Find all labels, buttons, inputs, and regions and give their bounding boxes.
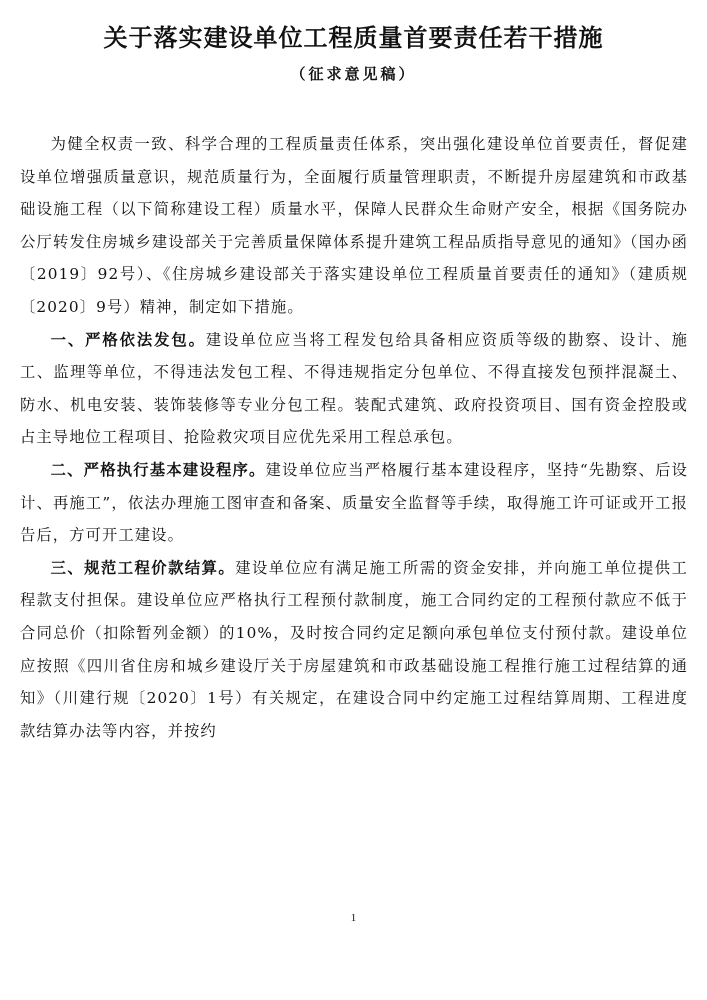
section-paragraph-1 [20, 324, 688, 454]
intro-paragraph: 为健全权责一致、科学合理的工程质量责任体系，突出强化建设单位首要责任，督促建设单位增强质量意识，规范质量行为，全面履行质量管理职责，不断提升房屋建筑和市政基础设施工程（以下简称建设工程）质量水平，保障人民群众生命财产安全，根据《国务院办公厅转发住房城乡建设部关于完善质量保障体系提升建筑工程品质指导意见的通知》（国办函〔2019〕92号）、《住房城乡建设部关于落实建设单位工程质量首要责任的通知》（建质规〔2020〕9号）精神，制定如下措施。 [20, 135, 688, 316]
section-text-2: 建设单位应当严格履行基本建设程序，坚持“先勘察、后设计、再施工”，依法办理施工图审查和备案、质量安全监督等手续，取得施工许可证或开工报告后，方可开工建设。 [20, 460, 688, 545]
page-number: 1 [350, 912, 357, 924]
section-paragraph-2 [20, 454, 688, 552]
section-heading-3: 三、规范工程价款结算。 [50, 558, 236, 577]
document-body [20, 128, 688, 747]
document-title: 关于落实建设单位工程质量首要责任若干措施 [103, 24, 604, 52]
section-text-1: 建设单位应当将工程发包给具备相应资质等级的勘察、设计、施工、监理等单位，不得违法发包工程、不得违规指定分包单位、不得直接发包预拌混凝土、防水、机电安装、装饰装修等专业分包工程。装配式建筑、政府投资项目、国有资金控股或占主导地位工程项目、抢险救灾项目应优先采用工程总承包。 [20, 330, 688, 447]
document-subtitle: （征求意见稿） [290, 65, 417, 83]
section-heading-2: 二、严格执行基本建设程序。 [50, 460, 266, 479]
section-paragraph-3 [20, 552, 688, 748]
section-heading-1: 一、严格依法发包。 [50, 330, 206, 349]
section-text-3: 建设单位应有满足施工所需的资金安排，并向施工单位提供工程款支付担保。建设单位应严格执行工程预付款制度，施工合同约定的工程预付款应不低于合同总价（扣除暂列金额）的10%，及时按合同约定足额向承包单位支付预付款。建设单位应按照《四川省住房和城乡建设厅关于房屋建筑和市政基础设施工程推行施工过程结算的通知》（川建行规〔2020〕1号）有关规定，在建设合同中约定施工过程结算周期、工程进度款结算办法等内容，并按约 [20, 558, 688, 740]
